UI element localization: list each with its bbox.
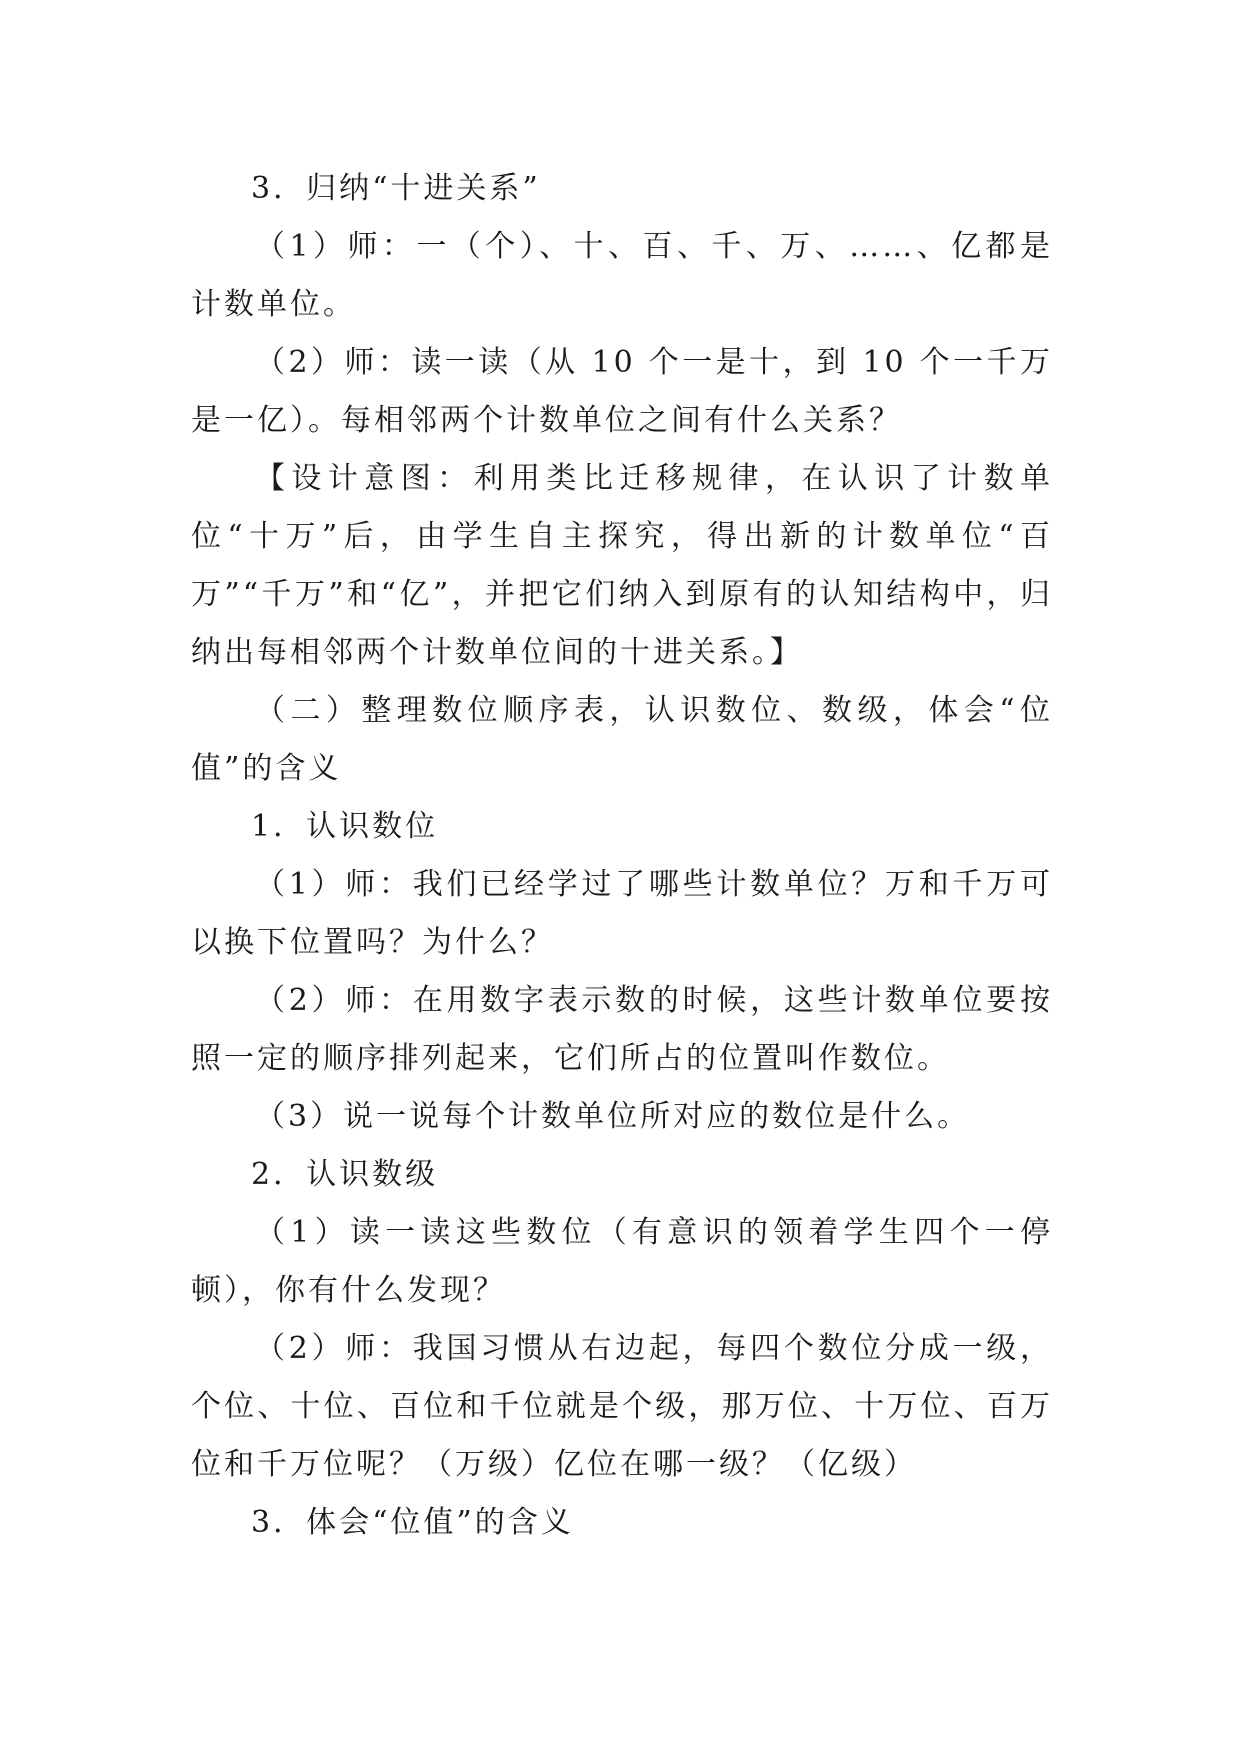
- paragraph: （2）师：我国习惯从右边起，每四个数位分成一级，个位、十位、百位和千位就是个级，那万位、十万位、百万位和千万位呢？（万级）亿位在哪一级？（亿级）: [191, 1331, 1053, 1482]
- subsection-heading: 3．体会“位值”的含义: [251, 1505, 574, 1540]
- paragraph: （1）师：一（个）、十、百、千、万、……、亿都是计数单位。: [191, 229, 1053, 322]
- paragraph: （3）说一说每个计数单位所对应的数位是什么。: [255, 1099, 971, 1134]
- section-heading: 3．归纳“十进关系”: [251, 171, 541, 206]
- paragraph: （2）师：在用数字表示数的时候，这些计数单位要按照一定的顺序排列起来，它们所占的位置叫作数位。: [191, 983, 1053, 1076]
- subsection-heading: 1．认识数位: [251, 809, 439, 844]
- document-page: [191, 160, 1053, 1552]
- design-intent-note: 【设计意图：利用类比迁移规律，在认识了计数单位“十万”后，由学生自主探究，得出新的计数单位“百万”“千万”和“亿”，并把它们纳入到原有的认知结构中，归纳出每相邻两个计数单位间的十进关系。】: [191, 461, 1053, 670]
- paragraph: （1）师：我们已经学过了哪些计数单位？万和千万可以换下位置吗？为什么？: [191, 867, 1053, 960]
- section-heading: （二）整理数位顺序表，认识数位、数级，体会“位值”的含义: [191, 693, 1053, 786]
- paragraph: （2）师：读一读（从 10 个一是十，到 10 个一千万是一亿）。每相邻两个计数单位之间有什么关系？: [191, 345, 1053, 438]
- subsection-heading: 2．认识数级: [251, 1157, 439, 1192]
- paragraph: （1）读一读这些数位（有意识的领着学生四个一停顿），你有什么发现？: [191, 1215, 1053, 1308]
